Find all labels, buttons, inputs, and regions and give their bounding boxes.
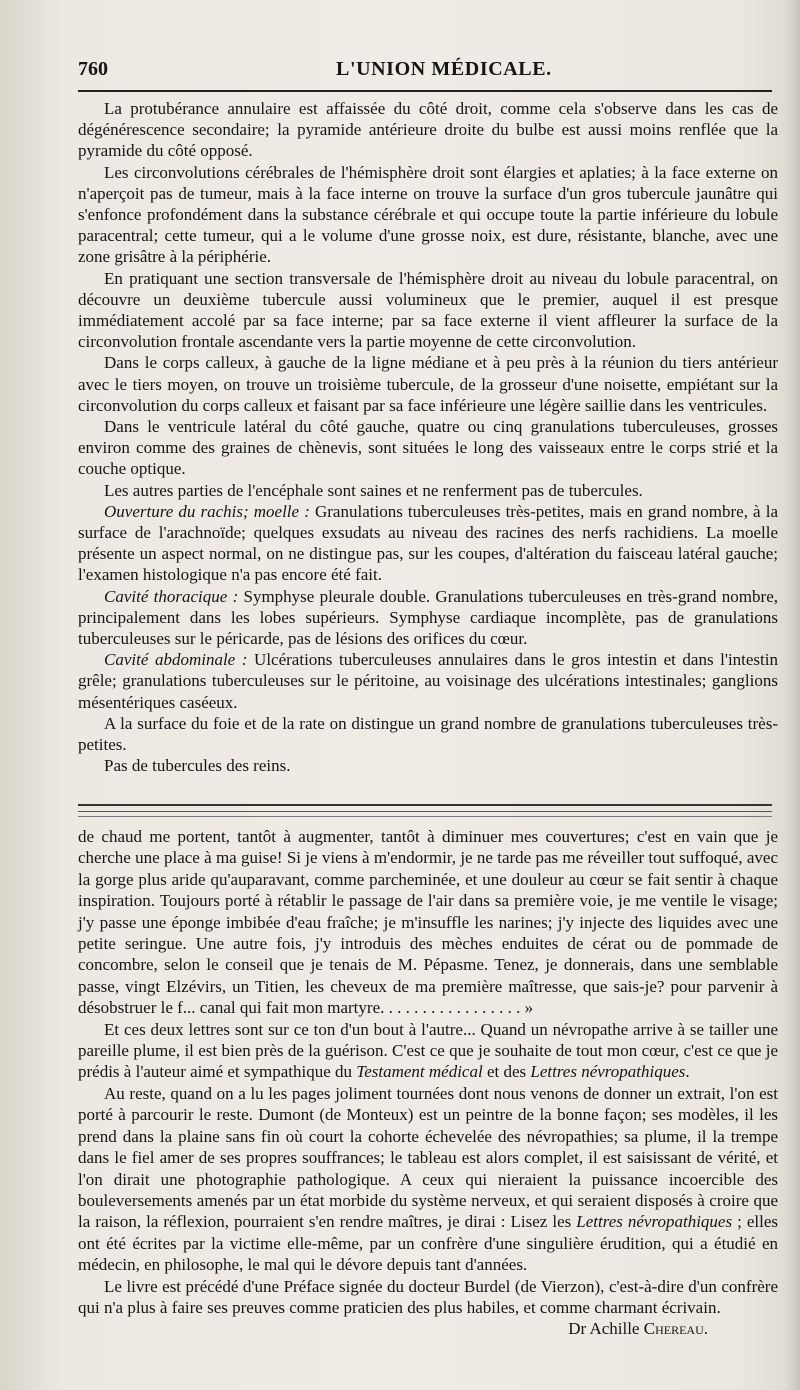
rachis-text: Granulations tuberculeuses très-petites, mais en grand nombre, à la surface de l'arachnoïde; quelques exsudats au niveau des racines des nerfs rachidiens. La moelle présente un aspect normal, on ne distingue pas, sur les coupes, d'altération du faisceau latéral gauche; l'examen histologique n'a pas encore été fait. [78,501,778,585]
p2-before: Et ces deux lettres sont sur ce ton d'un bout à l'autre... Quand un névropathe arrive à se tailler une pareille plume, il est bien près de la guérison. C'est ce que je souhaite de tout mon cœur, c'est ce que je prédis à l'auteur aimé et sympathique du [78,1019,778,1082]
p3-before: Au reste, quand on a lu les pages joliment tournées dont nous venons de donner un extrait, l'on est porté à parcourir le reste. Dumont (de Monteux) est un peintre de la bonne façon; ses modèles, il les prend dans la plaine sans fin où court la cohorte échevelée des névropathies; sa plume, il la trempe dans le fiel amer de ses propres souffrances; le tableau est alors complet, il est saisissant de vérité, et l'on dirait une photographie pathologique. A ceux qui nieraient la puissance incoercible des bouleversements amenés par un état morbide du système nerveux, et qui seraient disposés à croire que la raison, la réflexion, pourraient s'en rendre maîtres, je dirai : Lisez les [78,1083,778,1232]
paragraph-encephale: Les autres parties de l'encéphale sont saines et ne renferment pas de tubercules. [104,480,643,500]
paragraph-circonvolutions: Les circonvolutions cérébrales de l'hémisphère droit sont élargies et aplaties; à la face externe on n'aperçoit pas de tumeur, mais à la face interne on trouve la surface d'un gros tubercule jaunâtre qui s'enfonce profondément dans la substance cérébrale et qui occupe toute la partie inférieure du lobule paracentral; cette tumeur, qui a le volume d'une grosse noix, est dure, résistante, blanche, avec une zone grisâtre à la périphérie. [78,162,778,267]
header-rule [78,90,772,92]
author-signature [78,1318,778,1339]
p3-after: ; elles ont été écrites par la victime elle-même, par un confrère d'une singulière érudition, qui a étudié en médecin, en philosophe, le mal qui le dévore depuis tant d'années. [78,1212,778,1275]
p2-mid: et des [482,1062,531,1082]
paragraph-deux-lettres [78,1019,778,1083]
running-head: L'UNION MÉDICALE. [336,58,552,80]
page-number: 760 [78,58,108,80]
section-separator [78,804,772,812]
paragraph-corps-calleux: Dans le corps calleux, à gauche de la ligne médiane et à peu près à la réunion du tiers antérieur avec le tiers moyen, on trouve un troisième tubercule, de la grosseur d'une noisette, empiétant sur la circonvolution du corps calleux et faisant par sa face inférieure une légère saillie dans les ventricules. [78,353,778,415]
signature-prefix: Dr Achille [568,1319,644,1339]
section-separator-underline [78,816,772,817]
paragraph-foie: A la surface du foie et de la rate on distingue un grand nombre de granulations tuberculeuses très-petites. [78,713,778,755]
rachis-label: Ouverture du rachis; moelle : [104,501,310,521]
paragraph-ventricule: Dans le ventricule latéral du côté gauche, quatre ou cinq granulations tuberculeuses, grosses environ comme des graines de chènevis, sont situées le long des vaisseaux entre le corps strié et la couche optique. [78,417,778,479]
p2-end: . [685,1062,690,1082]
paragraph-section-transversale: En pratiquant une section transversale de l'hémisphère droit au niveau du lobule paracentral, on découvre un deuxième tubercule aussi volumineux que le premier, auquel il est presque immédiatement accolé par sa face interne; par sa face externe il vient affleurer la surface de la circonvolution frontale ascendante vers la partie moyenne de cette circonvolution. [78,268,778,352]
page-edge-shadow [786,0,800,1390]
paragraph-au-reste [78,1083,778,1276]
thoracique-label: Cavité thoracique : [104,586,239,606]
signature-name: Chereau. [643,1319,708,1339]
abdominale-label: Cavité abdominale : [104,650,248,670]
paragraph-abdominale [78,649,778,713]
title-lettres-nevropathiques-2: Lettres névropathiques [576,1212,733,1232]
paragraph-rachis [78,501,778,586]
paragraph-reins: Pas de tubercules des reins. [104,756,291,776]
paragraph-thoracique [78,586,778,650]
bleed-through-shadow [260,2,700,22]
feuilleton-section [78,826,778,1340]
page-header [78,58,768,88]
paragraph-protuberance: La protubérance annulaire est affaissée du côté droit, comme cela s'observe dans les cas de dégénérescence secondaire; la pyramide antérieure droite du bulbe est aussi moins renflée que la pyramide du côté opposé. [78,99,778,161]
title-lettres-nevropathiques: Lettres névropathiques [530,1062,686,1082]
autopsy-section [78,98,778,777]
thoracique-text: Symphyse pleurale double. Granulations tuberculeuses en très-grand nombre, principalement dans les lobes supérieurs. Symphyse cardiaque incomplète, pas de granulations tuberculeuses sur le péricarde, pas de lésions des orifices du cœur. [78,586,778,649]
title-testament-medical: Testament médical [356,1062,483,1082]
paragraph-continuation: de chaud me portent, tantôt à augmenter, tantôt à diminuer mes couvertures; c'est en vain que je cherche une place à ma guise! Si je viens à m'endormir, je ne tarde pas me réveiller tout suffoqué, avec la gorge plus aride qu'auparavant, comme parcheminée, et une douleur au cœur se fait sentir à chaque inspiration. Toujours porté à rétablir le passage de l'air dans sa première voie, je me ventile le visage; j'y passe une éponge imbibée d'eau fraîche; je m'insuffle les narines; j'y injecte des liquides avec une petite seringue. Une autre fois, j'y introduis des mèches enduites de cérat ou de pommade de concombre, selon le conseil que je tenais de M. Pépasme. Tenez, je donnerais, dans une semblable passe, vingt Elzévirs, un Titien, les cheveux de ma première maîtresse, que sais-je? pour parvenir à désobstruer le f... canal qui fait mon martyre. . . . . . . . . . . . . . . . . » [78,827,778,1018]
abdominale-text: Ulcérations tuberculeuses annulaires dans le gros intestin et dans l'intestin grêle; granulations tuberculeuses sur le péritoine, au voisinage des ulcérations intestinales; ganglions mésentériques caséeux. [78,650,778,712]
paragraph-preface: Le livre est précédé d'une Préface signée du docteur Burdel (de Vierzon), c'est-à-dire d'un confrère qui n'a plus à faire ses preuves comme praticien des plus habiles, et comme charmant écrivain. [78,1276,778,1317]
